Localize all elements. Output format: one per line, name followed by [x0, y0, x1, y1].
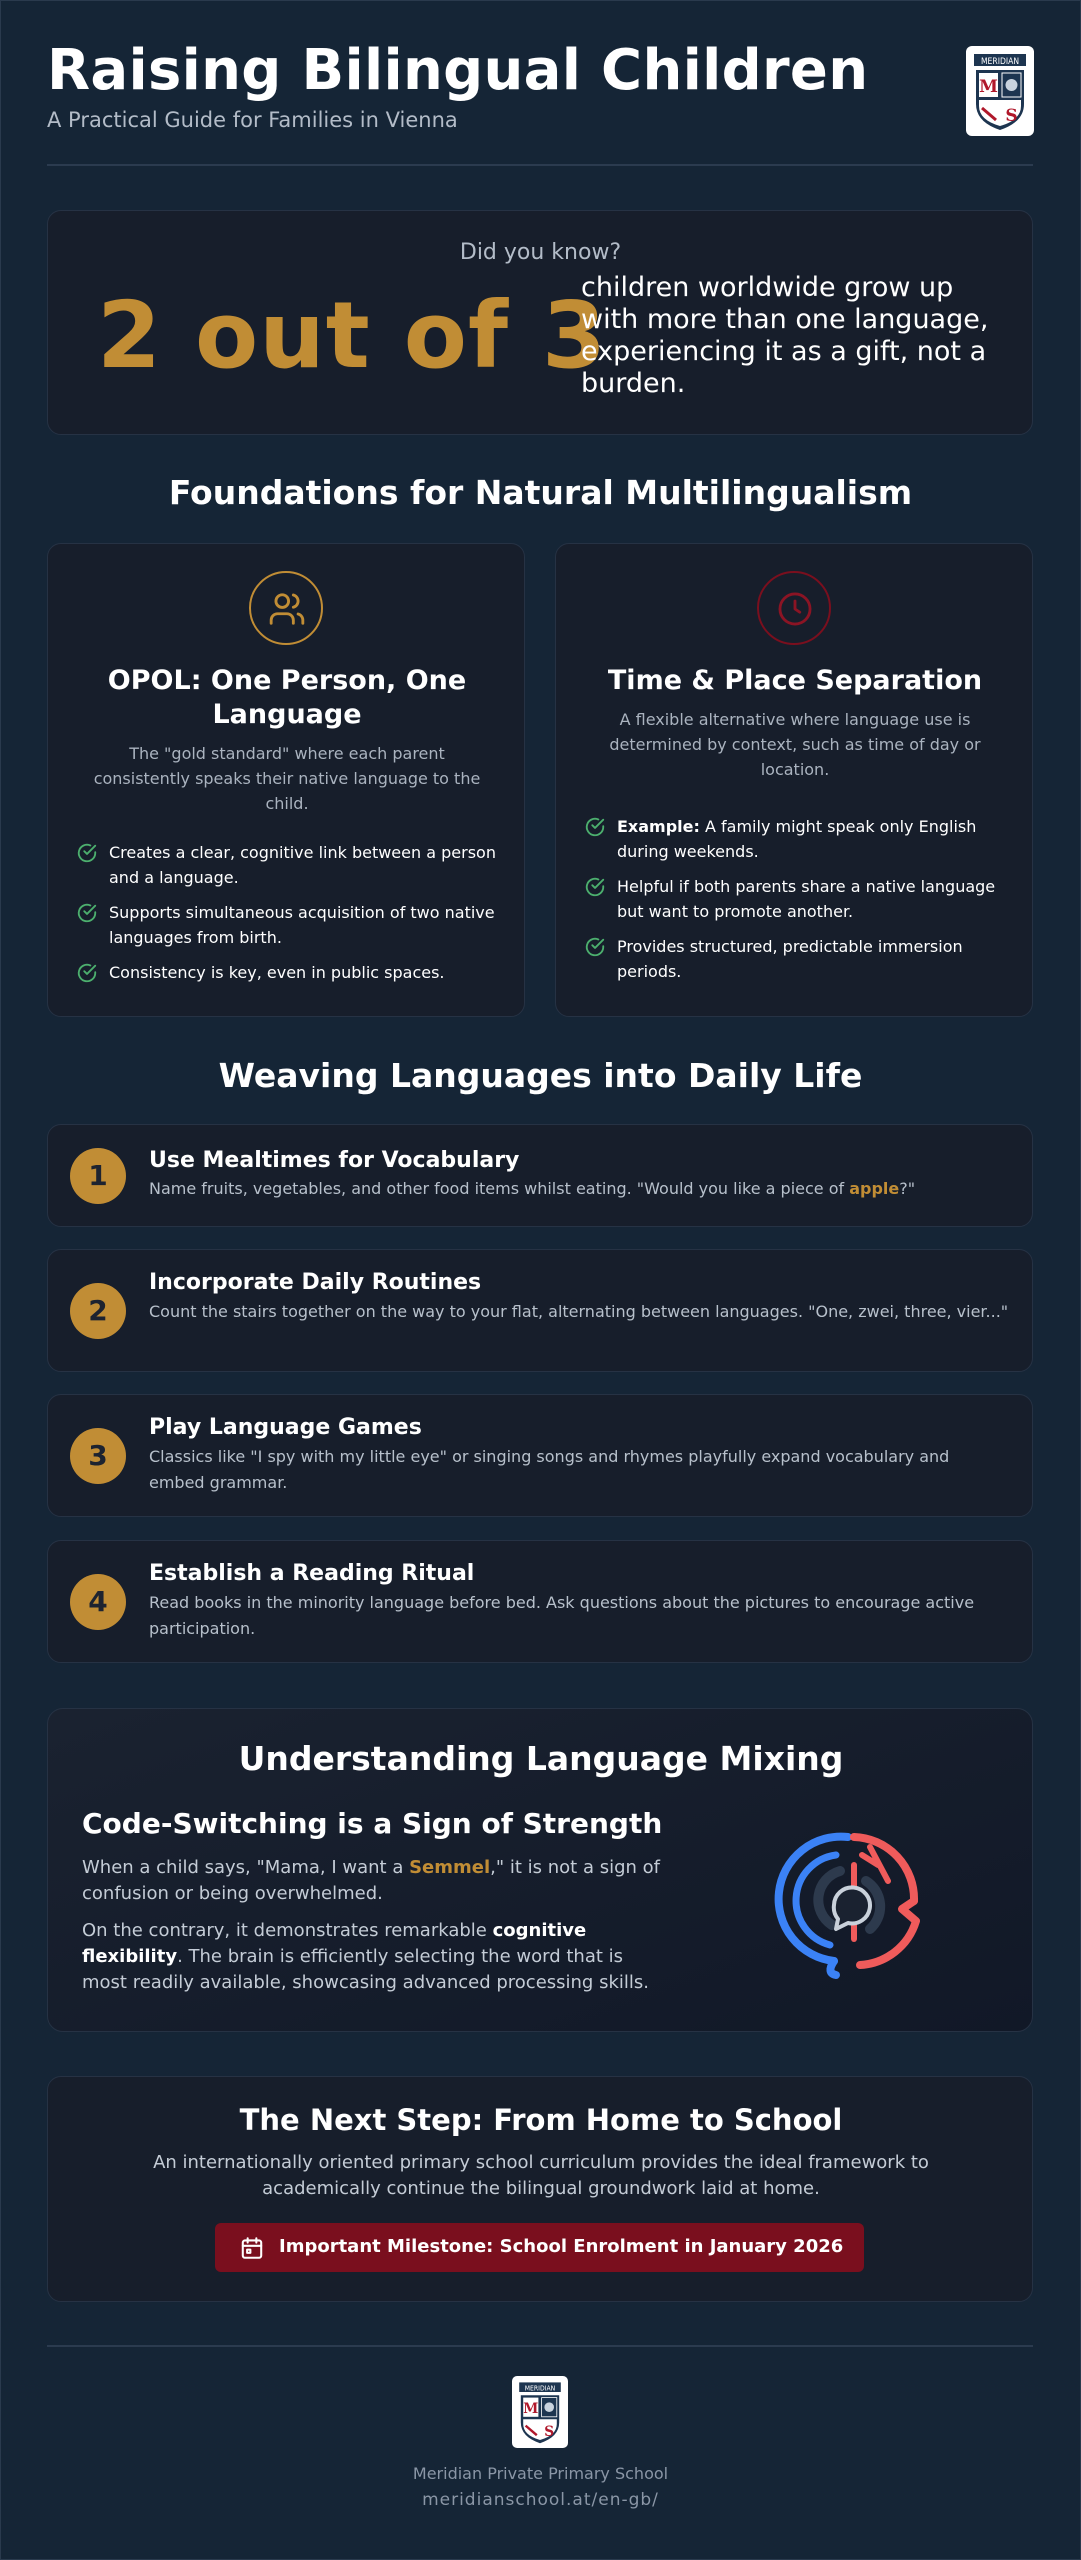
bullet-text: Provides structured, predictable immersion periods. [617, 937, 963, 981]
svg-text:M: M [523, 2400, 539, 2417]
mixing-subheading: Code-Switching is a Sign of Strength [82, 1807, 663, 1840]
list-item [584, 814, 1004, 864]
step-card-2 [47, 1249, 1033, 1372]
check-circle-icon [584, 936, 606, 958]
bullet-text: Supports simultaneous acquisition of two native languages from birth. [109, 903, 495, 947]
check-circle-icon [76, 902, 98, 924]
step-description: Read books in the minority language before bed. Ask questions about the pictures to encourage active participation. [149, 1593, 975, 1638]
mixing-paragraph-2: On the contrary, it demonstrates remarkable cognitive flexibility. The brain is efficiently selecting the word that is most readily available, showcasing advanced processing skills. [82, 1920, 649, 1993]
opol-bullet-list [76, 840, 496, 985]
language-mixing-card [47, 1708, 1033, 2032]
bullet-text: Consistency is key, even in public spaces. [109, 963, 445, 982]
footer-divider [47, 2345, 1033, 2347]
step-description: Name fruits, vegetables, and other food items whilst eating. "Would you like a piece of apple?" [149, 1179, 916, 1198]
list-item [76, 840, 496, 890]
school-logo [966, 46, 1034, 136]
header-divider [47, 164, 1033, 166]
daily-life-heading: Weaving Languages into Daily Life [218, 1056, 863, 1095]
step-card-1 [47, 1124, 1033, 1227]
step-title: Establish a Reading Ritual [149, 1561, 475, 1586]
opol-title: OPOL: One Person, One Language [107, 665, 467, 730]
calendar-icon [239, 2235, 265, 2261]
check-circle-icon [584, 876, 606, 898]
list-item [76, 960, 496, 985]
time-place-bullet-list [584, 814, 1004, 984]
page-title: Raising Bilingual Children [47, 38, 869, 103]
users-icon [249, 571, 323, 645]
milestone-banner [215, 2223, 864, 2272]
step-number: 2 [70, 1283, 126, 1339]
time-place-title: Time & Place Separation [607, 665, 983, 696]
stat-value: 2 out of 3 [97, 282, 608, 389]
check-circle-icon [584, 816, 606, 838]
svg-text:S: S [544, 2424, 555, 2440]
svg-text:M: M [979, 77, 998, 97]
highlight-word: apple [849, 1179, 900, 1198]
milestone-text: Important Milestone: School Enrolment in January 2026 [279, 2236, 844, 2257]
svg-text:MERIDIAN: MERIDIAN [980, 57, 1020, 67]
list-item [584, 874, 1004, 924]
step-description: Classics like "I spy with my little eye" or singing songs and rhymes playfully expand vocabulary and embed grammar. [149, 1447, 950, 1492]
bullet-text: Example: A family might speak only English during weekends. [617, 817, 977, 861]
next-step-heading: The Next Step: From Home to School [239, 2103, 843, 2137]
footer-url-link[interactable]: meridianschool.at/en-gb/ [422, 2490, 659, 2510]
footer-school-name: Meridian Private Primary School [412, 2464, 669, 2483]
time-place-card [555, 543, 1033, 1017]
time-place-description: A flexible alternative where language use is determined by context, such as time of day or location. [609, 710, 981, 779]
page-subtitle: A Practical Guide for Families in Vienna [47, 108, 458, 132]
brain-speech-icon [770, 1821, 932, 1983]
stat-kicker: Did you know? [459, 240, 622, 265]
check-circle-icon [76, 962, 98, 984]
step-card-3 [47, 1394, 1033, 1517]
step-card-4 [47, 1540, 1033, 1663]
opol-description: The "gold standard" where each parent consistently speaks their native language to the child. [93, 744, 481, 813]
next-step-card [47, 2076, 1033, 2302]
bullet-text: Creates a clear, cognitive link between a person and a language. [109, 843, 496, 887]
clock-icon [757, 571, 831, 645]
step-number: 3 [70, 1428, 126, 1484]
footer-logo [512, 2376, 568, 2448]
step-number: 4 [70, 1574, 126, 1630]
stat-description: children worldwide grow up with more than one language, experiencing it as a gift, not a burden. [581, 272, 989, 399]
svg-text:S: S [1005, 106, 1018, 126]
check-circle-icon [76, 842, 98, 864]
step-title: Use Mealtimes for Vocabulary [149, 1148, 520, 1173]
highlight-word: Semmel [409, 1857, 491, 1878]
list-item [584, 934, 1004, 984]
step-title: Play Language Games [149, 1415, 422, 1440]
next-step-text: An internationally oriented primary school curriculum provides the ideal framework to academically continue the bilingual groundwork laid at home. [153, 2152, 929, 2199]
step-title: Incorporate Daily Routines [149, 1270, 482, 1295]
mixing-heading: Understanding Language Mixing [238, 1739, 844, 1778]
svg-text:MERIDIAN: MERIDIAN [524, 2384, 556, 2393]
bullet-text: Helpful if both parents share a native language but want to promote another. [617, 877, 996, 921]
opol-card [47, 543, 525, 1017]
step-number: 1 [70, 1148, 126, 1204]
foundations-heading: Foundations for Natural Multilingualism [168, 473, 913, 512]
list-item [76, 900, 496, 950]
mixing-paragraph-1: When a child says, "Mama, I want a Semmel," it is not a sign of confusion or being overwhelmed. [82, 1857, 660, 1904]
step-description: Count the stairs together on the way to your flat, alternating between languages. "One, zwei, three, vier..." [149, 1302, 1009, 1321]
